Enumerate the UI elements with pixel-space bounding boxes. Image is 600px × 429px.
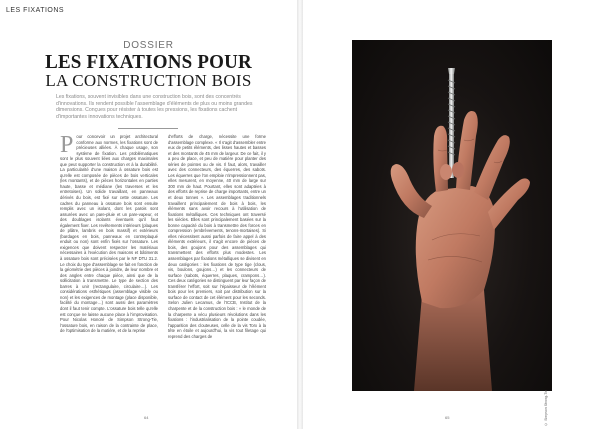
screw-icon (448, 68, 455, 178)
hand-screw-photo (352, 40, 552, 426)
article-title-line2: LA CONSTRUCTION BOIS (45, 71, 252, 90)
article-intro: Les fixations, souvent invisibles dans une construction bois, sont des concentrés d'innovations. Ils rendent possible l'assemblage d'éléments de plus ou moins grandes dimensions. Conçues pour résister à toutes les pressions, les fixations cachent d'importantes innovations techniques. (56, 94, 253, 120)
photo-credit: © Simpson Strong-Tie (544, 390, 548, 426)
body-text-col2: d'efforts de charge, nécessite une forme d'assemblage complexe. « Il s'agit d'assembler entre eux de petits éléments, des lisses hautes et basses et des montants de 45 mm de largeur. De ce fait, il y a peu de place, et peu de matière pour planter des séries de pointes ou de vis. Il faut, alors, travailler avec des connecteurs, des équerres, des sabots. Les équerres que l'on emploie n'impressionnent pas, elles mesurent, en moyenne, 40 mm de large sur 300 mm de haut. Pourtant, elles sont adaptées à des efforts de reprise de charge importants, entre un et deux tonnes ». Les assemblages traditionnels travaillent principalement de bois à bois, les éléments sans avoir recours à l'utilisation de fixations métalliques. Ces techniques ont traversé les siècles. Elles sont principalement basées sur la bonne capacité du bois à transmettre des forces en compression (embrèvements, tenons-mortaises). Si elles nécessitent aussi parfois de faire appel à des éléments extérieurs, il s'agit encore de pièces de bois, des goujons pour des assemblages qui transmettent des efforts plus modestes. Les assemblages par fixations métalliques se divisent en deux catégories : les fixations de type tige (clous, vis, boulons, goujons…) et les connecteurs de surface (sabots, équerres, plaques, crampons…). Ces deux catégories se distinguent par leur façon de transférer l'effort, soit sur l'épaisseur de l'élément bois pour les premiers, soit par distribution sur la surface de contact de cet élément pour les seconds. Selon Julien Lecamus, de l'ICCB, Institut de la charpente et de la construction bois : « le monde de la charpente a vécu plusieurs révolutions dans les fixations : l'industrialisation de la pointe coudée, l'apparition des clouteuses, celle de la vis Torx à la tête en étoile et aujourd'hui, la vis tout filetage qui reprend des charges de (168, 134, 266, 339)
section-kicker: DOSSIER (123, 40, 174, 51)
drop-cap: P (60, 132, 74, 158)
running-head: LES FIXATIONS (6, 7, 65, 14)
body-column-1 (60, 134, 158, 406)
body-text-col1: our concevoir un projet architectural conforme aux normes, les fixations sont de précieuses alliées. À chaque usage, son système de fixation. Les problématiques sont le plus souvent liées aux charges maximales que peut supporter la construction et à la durabilité. La particularité d'une maison à ossature bois est qu'elle est composée de pièces de bois verticales (les montants), et de pièces horizontales en parties haute, basse et médiane (les traverses et les entretoises). Un solide travaillant, en panneaux dérivés du bois, est fixé sur cette ossature. Les cadres du panneau à ossature bois sont ensuite remplis avec un isolant, dont les parois sont assurées avec un pare-pluie et un pare-vapeur, et des doublages isolants éventuels qu'il faut également fixer. Les revêtements intérieurs (plaques de plâtre, lambris en bois massif) et extérieurs (bardages en bois, panneaux en contreplaqué enduit ou non) sont enfin fixés sur l'ossature. Les exigences que doivent respecter les matériaux nécessaires à l'exécution des maisons et bâtiments à ossature bois sont précisées par le NF DTU 31.2. Le choix du type d'assemblage se fait en fonction de la géométrie des pièces à joindre, de leur nombre et des angles entre chaque pièce, ainsi que de la sollicitation à transmettre. Le type de section des barres à unir (rectangulaire, circulaire…). Les considérations esthétiques (assemblage visible ou non) et les exigences de montage (place disponible, facilité du montage…) sont aussi des paramètres dont il faut tenir compte. L'ossature bois telle qu'elle est conçue ne laisse aucune place à l'improvisation. Pour Nicolas Honoré de Simpson Strong-Tie, l'ossature bois, en raison de la contrainte de place, de l'optimisation de la matière, et de la reprise (60, 134, 158, 334)
article-title-line1: LES FIXATIONS POUR (45, 51, 252, 73)
hand-holding-screw-illustration (352, 40, 552, 391)
page-number-left: 64 (144, 415, 149, 420)
body-column-2 (168, 134, 266, 406)
page-number-right: 65 (445, 415, 450, 420)
divider-rule (118, 128, 178, 129)
page-gutter (297, 0, 303, 429)
